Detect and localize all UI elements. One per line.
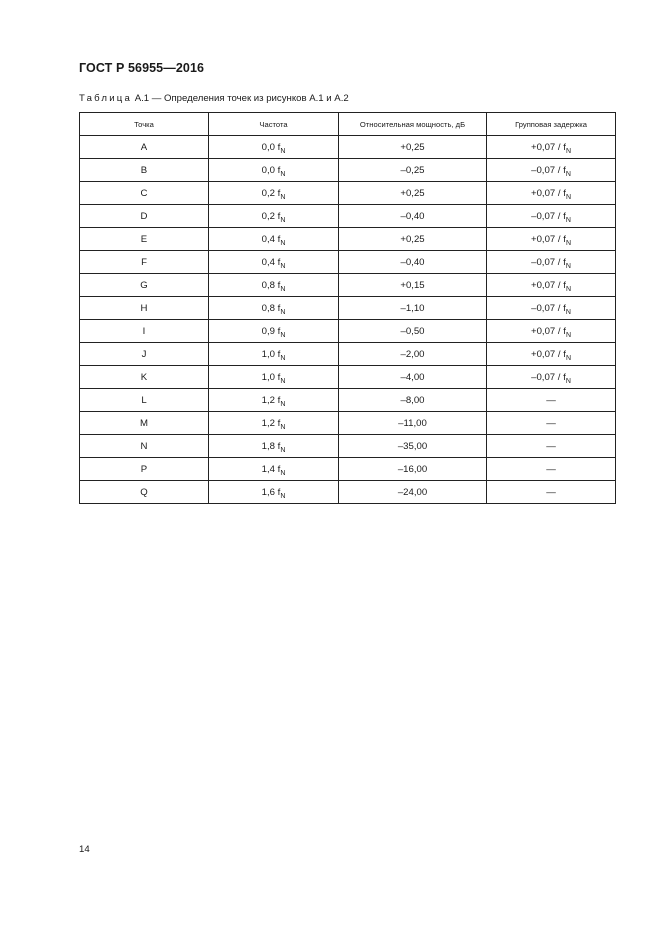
- frequency-value: [262, 418, 286, 429]
- table-caption: [79, 93, 349, 104]
- cell-point: P: [80, 458, 209, 481]
- frequency-number: 1,8: [261, 440, 275, 452]
- fn-symbol: f: [277, 486, 281, 498]
- cell-relative-power: –0,40: [339, 205, 487, 228]
- table-row: [80, 412, 616, 435]
- fn-symbol: f: [277, 440, 281, 452]
- frequency-value: [262, 257, 286, 268]
- cell-frequency: [209, 251, 339, 274]
- cell-group-delay: [487, 458, 616, 481]
- cell-frequency: [209, 366, 339, 389]
- fn-symbol: f: [277, 394, 281, 406]
- cell-group-delay: [487, 274, 616, 297]
- table-row: [80, 136, 616, 159]
- fn-subscript: N: [565, 147, 571, 155]
- group-delay-value: [531, 280, 571, 291]
- fn-symbol: f: [277, 348, 281, 360]
- frequency-number: 0,2: [261, 210, 275, 222]
- fn-symbol: f: [563, 187, 566, 199]
- group-delay-value: [546, 418, 556, 429]
- fn-symbol: f: [277, 325, 281, 337]
- group-delay-number: +0,07 /: [530, 325, 561, 337]
- group-delay-value: [531, 188, 571, 199]
- fn-subscript: N: [565, 331, 571, 339]
- group-delay-number: —: [546, 417, 556, 429]
- cell-frequency: [209, 228, 339, 251]
- cell-frequency: [209, 343, 339, 366]
- cell-group-delay: [487, 297, 616, 320]
- group-delay-number: —: [546, 394, 556, 406]
- table-row: [80, 389, 616, 412]
- cell-point: K: [80, 366, 209, 389]
- cell-frequency: [209, 136, 339, 159]
- fn-symbol: f: [563, 256, 566, 268]
- frequency-value: [262, 326, 286, 337]
- group-delay-value: [531, 257, 571, 268]
- cell-point: C: [80, 182, 209, 205]
- fn-subscript: N: [280, 354, 286, 362]
- cell-relative-power: –11,00: [339, 412, 487, 435]
- frequency-value: [262, 165, 286, 176]
- cell-group-delay: [487, 389, 616, 412]
- frequency-value: [262, 211, 286, 222]
- fn-subscript: N: [565, 377, 571, 385]
- fn-subscript: N: [280, 331, 286, 339]
- fn-subscript: N: [280, 239, 286, 247]
- frequency-number: 1,0: [261, 348, 275, 360]
- group-delay-number: +0,07 /: [530, 233, 561, 245]
- fn-subscript: N: [565, 308, 571, 316]
- group-delay-number: +0,07 /: [530, 141, 561, 153]
- cell-group-delay: [487, 228, 616, 251]
- group-delay-value: [531, 372, 571, 383]
- cell-group-delay: [487, 412, 616, 435]
- cell-group-delay: [487, 481, 616, 504]
- cell-relative-power: –4,00: [339, 366, 487, 389]
- fn-symbol: f: [277, 279, 281, 291]
- frequency-number: 0,8: [261, 279, 275, 291]
- header-relative-power: Относительная мощность, дБ: [339, 113, 487, 136]
- frequency-value: [262, 349, 286, 360]
- frequency-value: [262, 234, 286, 245]
- frequency-value: [262, 142, 286, 153]
- frequency-value: [262, 395, 286, 406]
- frequency-value: [262, 372, 286, 383]
- cell-relative-power: –24,00: [339, 481, 487, 504]
- fn-subscript: N: [565, 239, 571, 247]
- group-delay-value: [546, 464, 556, 475]
- group-delay-value: [531, 349, 571, 360]
- group-delay-value: [546, 395, 556, 406]
- table-caption-label: Таблица: [79, 93, 133, 104]
- cell-relative-power: +0,25: [339, 228, 487, 251]
- fn-subscript: N: [280, 216, 286, 224]
- cell-frequency: [209, 274, 339, 297]
- table-row: [80, 159, 616, 182]
- group-delay-number: –0,07 /: [531, 302, 561, 314]
- fn-subscript: N: [280, 377, 286, 385]
- cell-relative-power: –0,50: [339, 320, 487, 343]
- cell-point: M: [80, 412, 209, 435]
- table-row: [80, 458, 616, 481]
- cell-point: F: [80, 251, 209, 274]
- frequency-number: 1,0: [261, 371, 275, 383]
- fn-symbol: f: [277, 187, 281, 199]
- cell-point: G: [80, 274, 209, 297]
- fn-symbol: f: [563, 371, 566, 383]
- page-number: 14: [79, 844, 90, 855]
- fn-subscript: N: [565, 216, 571, 224]
- table-caption-text: А.1 — Определения точек из рисунков А.1 и А.2: [134, 93, 349, 104]
- group-delay-value: [531, 211, 571, 222]
- group-delay-number: —: [546, 486, 556, 498]
- frequency-number: 0,8: [261, 302, 275, 314]
- group-delay-number: +0,07 /: [530, 348, 561, 360]
- frequency-number: 0,4: [261, 256, 275, 268]
- cell-point: I: [80, 320, 209, 343]
- cell-point: D: [80, 205, 209, 228]
- cell-group-delay: [487, 205, 616, 228]
- cell-frequency: [209, 320, 339, 343]
- fn-symbol: f: [563, 164, 566, 176]
- cell-point: J: [80, 343, 209, 366]
- cell-frequency: [209, 481, 339, 504]
- cell-point: N: [80, 435, 209, 458]
- group-delay-number: —: [546, 440, 556, 452]
- fn-subscript: N: [280, 262, 286, 270]
- table-row: [80, 251, 616, 274]
- fn-subscript: N: [565, 354, 571, 362]
- fn-symbol: f: [277, 164, 281, 176]
- cell-frequency: [209, 435, 339, 458]
- fn-subscript: N: [280, 492, 286, 500]
- frequency-value: [262, 188, 286, 199]
- frequency-value: [262, 464, 286, 475]
- table-row: [80, 297, 616, 320]
- group-delay-value: [546, 441, 556, 452]
- frequency-number: 1,2: [261, 394, 275, 406]
- frequency-value: [262, 441, 286, 452]
- fn-subscript: N: [280, 170, 286, 178]
- document-header: ГОСТ Р 56955—2016: [79, 61, 205, 75]
- fn-subscript: N: [280, 446, 286, 454]
- table-row: [80, 435, 616, 458]
- fn-symbol: f: [563, 233, 566, 245]
- cell-relative-power: +0,25: [339, 136, 487, 159]
- cell-relative-power: –35,00: [339, 435, 487, 458]
- cell-frequency: [209, 182, 339, 205]
- cell-relative-power: –8,00: [339, 389, 487, 412]
- fn-subscript: N: [565, 285, 571, 293]
- group-delay-number: +0,07 /: [530, 187, 561, 199]
- frequency-value: [262, 487, 286, 498]
- cell-group-delay: [487, 366, 616, 389]
- fn-symbol: f: [563, 325, 566, 337]
- header-frequency: Частота: [209, 113, 339, 136]
- fn-symbol: f: [563, 210, 566, 222]
- header-group-delay: Групповая задержка: [487, 113, 616, 136]
- cell-point: L: [80, 389, 209, 412]
- frequency-number: 0,4: [261, 233, 275, 245]
- cell-point: A: [80, 136, 209, 159]
- cell-group-delay: [487, 320, 616, 343]
- fn-subscript: N: [280, 400, 286, 408]
- cell-group-delay: [487, 251, 616, 274]
- frequency-value: [262, 303, 286, 314]
- fn-subscript: N: [565, 170, 571, 178]
- table-row: [80, 205, 616, 228]
- fn-subscript: N: [280, 469, 286, 477]
- group-delay-value: [531, 303, 571, 314]
- group-delay-number: –0,07 /: [531, 164, 561, 176]
- fn-symbol: f: [563, 348, 566, 360]
- cell-group-delay: [487, 435, 616, 458]
- fn-symbol: f: [563, 279, 566, 291]
- frequency-number: 0,2: [261, 187, 275, 199]
- fn-symbol: f: [563, 141, 566, 153]
- table-body: [80, 136, 616, 504]
- frequency-number: 0,9: [261, 325, 275, 337]
- fn-subscript: N: [280, 193, 286, 201]
- table-row: [80, 366, 616, 389]
- table-row: [80, 274, 616, 297]
- cell-frequency: [209, 159, 339, 182]
- cell-frequency: [209, 412, 339, 435]
- cell-frequency: [209, 205, 339, 228]
- fn-subscript: N: [565, 262, 571, 270]
- group-delay-number: –0,07 /: [531, 256, 561, 268]
- group-delay-number: +0,07 /: [530, 279, 561, 291]
- cell-group-delay: [487, 182, 616, 205]
- frequency-number: 1,6: [261, 486, 275, 498]
- group-delay-value: [531, 326, 571, 337]
- cell-group-delay: [487, 159, 616, 182]
- group-delay-number: –0,07 /: [531, 371, 561, 383]
- fn-symbol: f: [277, 256, 281, 268]
- cell-relative-power: +0,15: [339, 274, 487, 297]
- cell-relative-power: –16,00: [339, 458, 487, 481]
- header-point: Точка: [80, 113, 209, 136]
- group-delay-value: [546, 487, 556, 498]
- fn-subscript: N: [565, 193, 571, 201]
- cell-point: H: [80, 297, 209, 320]
- cell-relative-power: –0,25: [339, 159, 487, 182]
- cell-frequency: [209, 297, 339, 320]
- cell-group-delay: [487, 343, 616, 366]
- fn-symbol: f: [277, 302, 281, 314]
- fn-symbol: f: [277, 371, 281, 383]
- table-row: [80, 320, 616, 343]
- frequency-number: 0,0: [261, 141, 275, 153]
- frequency-value: [262, 280, 286, 291]
- cell-point: B: [80, 159, 209, 182]
- fn-subscript: N: [280, 285, 286, 293]
- table-row: [80, 343, 616, 366]
- fn-symbol: f: [277, 233, 281, 245]
- cell-relative-power: +0,25: [339, 182, 487, 205]
- cell-frequency: [209, 389, 339, 412]
- frequency-number: 1,2: [261, 417, 275, 429]
- group-delay-value: [531, 142, 571, 153]
- cell-point: Q: [80, 481, 209, 504]
- frequency-number: 1,4: [261, 463, 275, 475]
- table-row: [80, 481, 616, 504]
- frequency-number: 0,0: [261, 164, 275, 176]
- group-delay-number: –0,07 /: [531, 210, 561, 222]
- fn-symbol: f: [563, 302, 566, 314]
- cell-point: E: [80, 228, 209, 251]
- group-delay-value: [531, 165, 571, 176]
- table-header-row: [80, 113, 616, 136]
- group-delay-value: [531, 234, 571, 245]
- cell-frequency: [209, 458, 339, 481]
- fn-symbol: f: [277, 463, 281, 475]
- table-row: [80, 182, 616, 205]
- fn-subscript: N: [280, 147, 286, 155]
- cell-group-delay: [487, 136, 616, 159]
- cell-relative-power: –2,00: [339, 343, 487, 366]
- fn-subscript: N: [280, 423, 286, 431]
- fn-symbol: f: [277, 417, 281, 429]
- fn-symbol: f: [277, 141, 281, 153]
- fn-subscript: N: [280, 308, 286, 316]
- cell-relative-power: –1,10: [339, 297, 487, 320]
- points-table: [79, 112, 616, 504]
- fn-symbol: f: [277, 210, 281, 222]
- table-row: [80, 228, 616, 251]
- group-delay-number: —: [546, 463, 556, 475]
- cell-relative-power: –0,40: [339, 251, 487, 274]
